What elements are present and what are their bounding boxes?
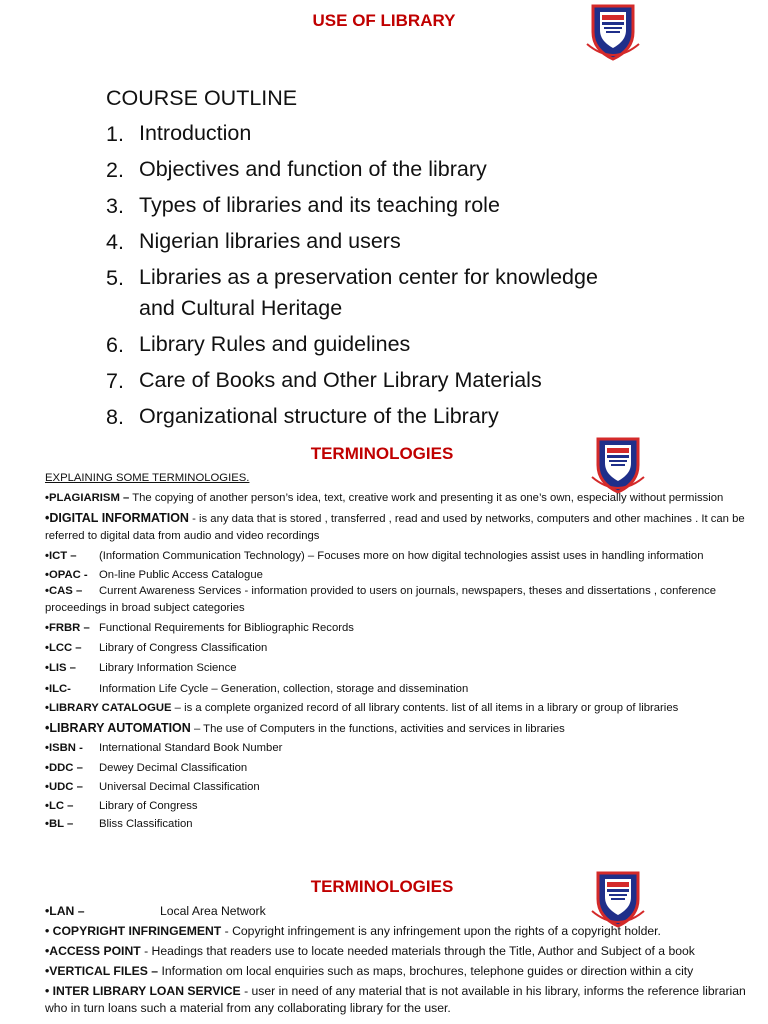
outline-item — [106, 363, 598, 399]
outline-item-number: 2. — [106, 158, 124, 182]
term-entry — [45, 923, 760, 940]
outline-item-text: Objectives and function of the library — [139, 157, 487, 181]
outline-item — [106, 224, 598, 260]
term-entry — [45, 548, 755, 565]
outline-heading: COURSE OUTLINE — [106, 86, 298, 110]
term-definition: Library of Congress Classification — [99, 641, 268, 654]
term-label: •LIBRARY CATALOGUE — [45, 702, 172, 714]
terminology-list — [45, 470, 755, 833]
term-entry — [45, 640, 755, 657]
term-definition: Library of Congress — [99, 799, 198, 812]
outline-item-text: Nigerian libraries and users — [139, 229, 401, 253]
term-label: •PLAGIARISM – — [45, 491, 130, 504]
course-outline — [106, 80, 598, 435]
term-definition: Dewey Decimal Classification — [99, 761, 248, 774]
term-entry — [45, 798, 755, 815]
terminology-list-2 — [45, 903, 760, 1017]
term-label: •VERTICAL FILES – — [45, 964, 159, 978]
term-label: •BL – — [45, 818, 74, 830]
outline-item-number: 6. — [106, 333, 124, 357]
term-definition: On-line Public Access Catalogue — [99, 568, 263, 581]
term-entry — [45, 816, 755, 833]
term-entry — [45, 963, 760, 980]
term-definition: Functional Requirements for Bibliographic Records — [99, 622, 354, 634]
outline-item-text: Organizational structure of the Library — [139, 404, 499, 428]
outline-item-number: 3. — [106, 194, 124, 218]
term-definition: Universal Decimal Classification — [99, 781, 260, 793]
term-entry — [45, 620, 755, 637]
outline-item — [106, 399, 598, 435]
term-definition: The copying of another person’s idea, text, creative work and presenting it as one’s own, especially without permission — [129, 491, 724, 504]
term-entry — [45, 567, 755, 584]
term-label: •UDC – — [45, 781, 83, 793]
outline-item-text: Care of Books and Other Library Materials — [139, 368, 542, 392]
term-label: •ICT – — [45, 550, 77, 562]
term-definition: - Headings that readers use to locate needed materials through the Title, Author and Subject of a book — [140, 944, 695, 958]
term-definition: Information om local enquiries such as maps, brochures, telephone guides or direction within a city — [158, 964, 694, 978]
term-entry — [45, 660, 755, 677]
outline-item-number: 7. — [106, 369, 124, 393]
term-entry — [45, 681, 755, 698]
term-label: •LC – — [45, 799, 74, 812]
term-label: •OPAC - — [45, 568, 88, 581]
term-label: •ILC- — [45, 682, 71, 695]
term-label: • INTER LIBRARY LOAN SERVICE — [45, 984, 241, 998]
term-entry — [45, 720, 755, 738]
term-label: •DIGITAL INFORMATION — [45, 511, 189, 525]
outline-item — [106, 260, 598, 327]
outline-item-number: 1. — [106, 122, 124, 146]
term-label: •LAN – — [45, 904, 85, 918]
term-definition: Local Area Network — [160, 904, 266, 918]
term-entry — [45, 943, 760, 960]
term-entry — [45, 903, 760, 920]
term-entry — [45, 760, 755, 777]
outline-item-number: 8. — [106, 405, 124, 429]
term-definition: - is any data that is stored , transferred , read and used by networks, computers and other machines . It can be referred to digital data from audio and video recordings — [45, 513, 745, 542]
term-label: •FRBR – — [45, 622, 90, 634]
term-entry — [45, 740, 755, 757]
term-definition: Current Awareness Services - information provided to users on journals, newspapers, theses and dissertations , conference proceedings in broad subject categories — [45, 585, 717, 614]
term-definition: Library Information Science — [99, 662, 237, 674]
outline-item-number: 4. — [106, 230, 124, 254]
outline-item — [106, 152, 598, 188]
term-definition: - Copyright infringement is any infringement upon the rights of a copyright holder. — [221, 924, 661, 938]
term-label: •LIBRARY AUTOMATION — [45, 720, 191, 735]
term-label: •CAS – — [45, 585, 83, 597]
outline-item — [106, 327, 598, 363]
term-label: •ACCESS POINT — [45, 944, 141, 958]
outline-item-text: Library Rules and guidelines — [139, 332, 411, 356]
term-label: •LCC – — [45, 641, 82, 654]
term-definition: – is a complete organized record of all library contents. list of all items in a library or group of libraries — [171, 702, 679, 714]
page-title: USE OF LIBRARY — [312, 11, 456, 30]
term-label: •DDC – — [45, 761, 83, 774]
term-label: • COPYRIGHT INFRINGEMENT — [45, 924, 222, 938]
term-label: •LIS – — [45, 662, 76, 674]
outline-item-number: 5. — [106, 266, 124, 290]
outline-item — [106, 116, 598, 152]
section-title: TERMINOLOGIES — [310, 444, 454, 463]
term-definition: Information Life Cycle – Generation, collection, storage and dissemination — [99, 682, 469, 695]
term-entry — [45, 583, 755, 616]
term-entry — [45, 983, 760, 1017]
outline-item-text: Introduction — [139, 121, 252, 145]
terminology-intro: EXPLAINING SOME TERMINOLOGIES. — [45, 472, 250, 484]
term-label: •ISBN - — [45, 742, 83, 754]
outline-item — [106, 188, 598, 224]
term-entry — [45, 490, 755, 507]
term-entry — [45, 779, 755, 796]
term-definition: (Information Communication Technology) – Focuses more on how digital technologies assist uses in handling information — [99, 550, 704, 562]
term-definition: – The use of Computers in the functions, activities and services in libraries — [190, 722, 565, 735]
term-definition: - user in need of any material that is not available in his library, informs the reference librarian who in turn loans such a material from any collaborating library for the user. — [45, 984, 746, 1015]
term-entry — [45, 700, 755, 717]
section-title: TERMINOLOGIES — [310, 877, 454, 896]
term-definition: International Standard Book Number — [99, 742, 283, 754]
institute-logo — [585, 0, 641, 62]
term-definition: Bliss Classification — [99, 818, 193, 830]
term-entry — [45, 510, 755, 544]
outline-item-text: Libraries as a preservation center for knowledge and Cultural Heritage — [139, 265, 598, 320]
outline-item-text: Types of libraries and its teaching role — [139, 193, 500, 217]
